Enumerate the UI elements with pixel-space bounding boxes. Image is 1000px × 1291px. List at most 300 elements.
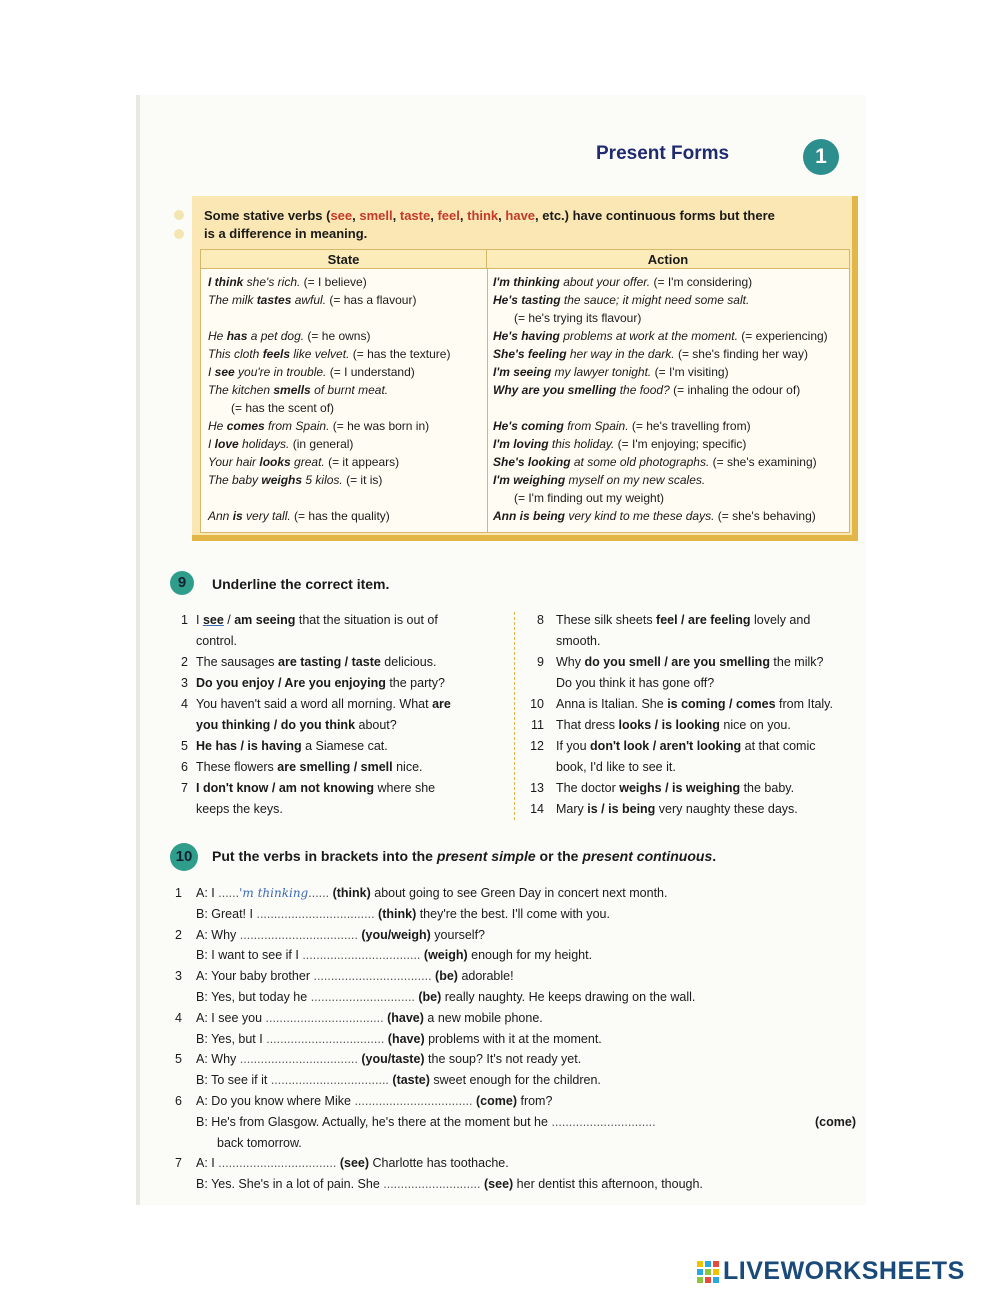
- item-sentence: [196, 757, 423, 778]
- sentence-text: You haven't said a word all morning. What: [196, 697, 433, 711]
- line-text: I: [211, 886, 215, 900]
- speaker-label: B:: [196, 1031, 208, 1046]
- state-verb: tastes: [256, 293, 292, 307]
- verb-think: think: [467, 208, 499, 223]
- speaker-label: B:: [196, 990, 208, 1004]
- line-text: the soup? It's not ready yet.: [424, 1052, 582, 1067]
- item-number: 1: [175, 886, 182, 900]
- action-verb: Ann is being: [493, 509, 565, 523]
- grammar-box-intro: Some stative verbs (see, smell, taste, feel, think, have, etc.) have continuous forms but there is a difference in meaning.: [204, 208, 775, 241]
- line-text: I want to see if I: [211, 948, 299, 963]
- action-verb: She's looking: [493, 455, 571, 469]
- verb-prompt: (be): [418, 990, 442, 1004]
- state-verb: feels: [262, 347, 291, 361]
- state-sentence: awful.: [291, 293, 327, 307]
- item-sentence-continued: book, I'd like to see it.: [556, 760, 676, 774]
- speaker-label: A:: [196, 927, 208, 942]
- dialogue-line: [196, 1174, 703, 1195]
- action-meaning: (= inhaling the odour of): [669, 383, 801, 397]
- intro-text: Some stative verbs (: [204, 208, 331, 223]
- state-meaning: (= has the quality): [290, 509, 390, 523]
- verb-prompt: (taste): [392, 1073, 430, 1088]
- sentence-text: These flowers: [196, 760, 278, 774]
- item-number: 6: [175, 1094, 182, 1108]
- line-text: Do you know where Mike: [211, 1094, 351, 1108]
- state-example: [208, 328, 370, 345]
- action-meaning: (= I'm enjoying; specific): [614, 437, 747, 451]
- state-example: [208, 436, 353, 453]
- bullet-dot: [174, 210, 184, 220]
- action-example: [493, 364, 729, 381]
- answer-blank[interactable]: [271, 1073, 389, 1087]
- state-verb: weighs: [261, 473, 303, 487]
- state-action-table: [200, 249, 850, 533]
- item-sentence: [196, 610, 438, 631]
- item-sentence: [556, 778, 794, 799]
- speaker-label: B:: [196, 1177, 208, 1192]
- item-sentence-continued: keeps the keys.: [196, 802, 283, 816]
- state-sentence: a pet dog.: [247, 329, 305, 343]
- speaker-label: B:: [196, 1073, 208, 1088]
- intro-text: , etc.) have continuous forms but there: [535, 208, 775, 223]
- line-text: back tomorrow.: [217, 1135, 302, 1150]
- choice-options[interactable]: you thinking / do you think: [196, 718, 356, 732]
- verb-smell: smell: [359, 208, 393, 223]
- state-sentence: He: [208, 329, 227, 343]
- verb-prompt: (come): [815, 1114, 856, 1129]
- action-example: [493, 454, 817, 471]
- item-number: 13: [530, 781, 544, 795]
- item-sentence: [196, 778, 435, 799]
- dialogue-line: [196, 945, 592, 966]
- state-sentence: from Spain.: [264, 419, 330, 433]
- column-header-state: State: [201, 250, 487, 269]
- blank-dots: ............................: [383, 1177, 481, 1192]
- verb-prompt: (have): [387, 1031, 425, 1046]
- action-example: [493, 382, 800, 399]
- logo-grid-icon: [697, 1261, 719, 1283]
- item-number: 6: [181, 760, 188, 774]
- verb-prompt: (you/weigh): [361, 927, 431, 942]
- dialogue-line: [196, 1029, 602, 1050]
- item-sentence: [196, 673, 445, 694]
- action-sentence: the sauce; it might need some salt.: [560, 293, 750, 307]
- action-example: [493, 472, 705, 489]
- line-text: Yes, but I: [211, 1031, 263, 1046]
- dialogue-line: [196, 883, 667, 904]
- action-verb: He's coming: [493, 419, 564, 433]
- verb-prompt: (come): [476, 1094, 517, 1108]
- verb-prompt: (weigh): [423, 948, 468, 963]
- line-text: from?: [517, 1094, 553, 1108]
- line-text: I: [211, 1156, 215, 1171]
- speaker-label: B:: [196, 906, 208, 921]
- item-sentence-continued: smooth.: [556, 634, 601, 648]
- item-sentence-continued: Do you think it has gone off?: [556, 676, 715, 690]
- choice-options[interactable]: He has / is having: [196, 739, 302, 753]
- state-example: [208, 274, 367, 291]
- speaker-label: B:: [196, 1114, 208, 1129]
- speaker-label: A:: [196, 1010, 208, 1025]
- action-verb: He's having: [493, 329, 560, 343]
- action-verb: I'm seeing: [493, 365, 552, 379]
- item-number: 7: [181, 781, 188, 795]
- speaker-label: B:: [196, 948, 208, 963]
- verb-prompt: (think): [378, 906, 417, 921]
- line-text: Your baby brother: [211, 969, 310, 984]
- line-text: Yes, but today he: [211, 990, 308, 1004]
- item-sentence: [556, 610, 810, 631]
- choice-options[interactable]: don't look / aren't looking: [590, 739, 742, 753]
- blank-dots: ..............................: [310, 990, 415, 1004]
- action-sentence: her way in the dark.: [566, 347, 675, 361]
- sentence-text: nice.: [392, 760, 423, 774]
- sentence-text: where she: [373, 781, 436, 795]
- state-meaning: (= it appears): [324, 455, 400, 469]
- item-number: 9: [537, 655, 544, 669]
- action-example: [493, 508, 816, 525]
- speaker-label: A:: [196, 886, 208, 900]
- exercise-10-badge: 10: [170, 843, 198, 871]
- state-example: [208, 472, 382, 489]
- title-text: .: [712, 848, 717, 864]
- choice-options[interactable]: do you smell / are you smelling: [584, 655, 770, 669]
- title-text: or the: [535, 848, 583, 864]
- verb-prompt: (see): [484, 1177, 514, 1192]
- action-meaning: (= she's behaving): [714, 509, 816, 523]
- state-example: [208, 346, 450, 363]
- speaker-label: A:: [196, 1156, 208, 1171]
- item-number: 5: [175, 1052, 182, 1067]
- choice-options[interactable]: are smelling / smell: [277, 760, 393, 774]
- answer-blank[interactable]: [240, 928, 358, 942]
- action-sentence: myself on my new scales.: [565, 473, 706, 487]
- answer-blank[interactable]: [354, 1094, 472, 1108]
- verb-prompt: (be): [435, 969, 458, 984]
- state-sentence: she's rich.: [243, 275, 301, 289]
- bullet-dot: [174, 229, 184, 239]
- answer-blank[interactable]: [266, 1032, 384, 1046]
- sentence-text: the milk?: [769, 655, 824, 669]
- item-sentence: [556, 715, 791, 736]
- state-sentence: I: [208, 437, 215, 451]
- item-number: 5: [181, 739, 188, 753]
- line-text: problems with it at the moment.: [424, 1031, 602, 1046]
- verb-prompt: (you/taste): [361, 1052, 425, 1067]
- intro-text: is a difference in meaning.: [204, 226, 368, 241]
- blank-dots: ..................................: [239, 1052, 358, 1067]
- state-sentence: 5 kilos.: [302, 473, 343, 487]
- table-divider: [487, 269, 488, 532]
- action-sentence: about your offer.: [559, 275, 651, 289]
- choice-options[interactable]: I don't know / am not knowing: [196, 781, 374, 795]
- blank-dots: ..................................: [239, 927, 358, 942]
- verb-have: have: [505, 208, 536, 223]
- state-sentence: This cloth: [208, 347, 263, 361]
- action-verb: I'm loving: [493, 437, 549, 451]
- item-sentence: [556, 736, 815, 757]
- blank-dots: ..................................: [354, 1094, 473, 1108]
- answer-blank[interactable]: [302, 948, 420, 962]
- action-example: [493, 436, 746, 453]
- title-tense: present continuous: [582, 848, 713, 864]
- state-sentence: Your hair: [208, 455, 260, 469]
- dialogue-line: [196, 1091, 552, 1112]
- state-sentence: Ann: [208, 509, 233, 523]
- state-example: [208, 382, 388, 399]
- line-text: her dentist this afternoon, though.: [513, 1177, 703, 1192]
- item-number: 4: [181, 697, 188, 711]
- action-sentence: from Spain.: [563, 419, 629, 433]
- sentence-text: These silk sheets: [556, 613, 657, 627]
- dialogue-line: [196, 1112, 656, 1133]
- sentence-text: the party?: [385, 676, 445, 690]
- line-text: He's from Glasgow. Actually, he's there at the moment but he: [211, 1114, 548, 1129]
- sentence-text: about?: [355, 718, 397, 732]
- dialogue-line: [196, 966, 514, 987]
- speaker-label: A:: [196, 1052, 208, 1067]
- speaker-label: A:: [196, 1094, 208, 1108]
- state-sentence: The kitchen: [208, 383, 274, 397]
- sentence-text: If you: [556, 739, 591, 753]
- item-sentence: [196, 736, 388, 757]
- state-sentence: He: [208, 419, 227, 433]
- item-number: 3: [175, 969, 182, 984]
- sentence-text: /: [223, 613, 235, 627]
- choice-options[interactable]: looks / is looking: [618, 718, 720, 732]
- action-sentence: this holiday.: [548, 437, 615, 451]
- action-verb: She's feeling: [493, 347, 567, 361]
- item-sentence: [556, 799, 798, 820]
- blank-dots: ..............................: [551, 1114, 656, 1129]
- brand-name: LIVEWORKSHEETS: [723, 1257, 965, 1285]
- verb-prompt: (think): [332, 886, 371, 900]
- item-sentence: [556, 652, 823, 673]
- sentence-text: delicious.: [380, 655, 437, 669]
- item-number: 11: [531, 718, 544, 732]
- sentence-text: lovely and: [750, 613, 811, 627]
- state-example: [208, 292, 416, 309]
- selected-answer[interactable]: see: [202, 613, 224, 627]
- choice-options[interactable]: are tasting / taste: [278, 655, 381, 669]
- action-example: [493, 418, 751, 435]
- item-sentence: [196, 694, 451, 715]
- state-meaning: (= it is): [342, 473, 383, 487]
- item-sentence: [556, 694, 833, 715]
- choice-options[interactable]: are: [432, 697, 451, 711]
- action-verb: He's tasting: [493, 293, 561, 307]
- answer-blank[interactable]: [240, 1052, 358, 1066]
- action-sentence: very kind to me these days.: [565, 509, 715, 523]
- answer-blank[interactable]: [383, 1177, 480, 1191]
- title-text: Put the verbs in brackets into the: [212, 848, 437, 864]
- item-number: 2: [175, 927, 182, 942]
- state-sentence: I: [208, 365, 215, 379]
- blank-dots: ..................................: [270, 1073, 389, 1088]
- state-sentence: very tall.: [242, 509, 291, 523]
- state-example: [208, 454, 399, 471]
- verb-see: see: [330, 208, 353, 223]
- choice-options[interactable]: weighs / is weighing: [619, 781, 741, 795]
- answer-blank[interactable]: [266, 1011, 384, 1025]
- state-example: [208, 418, 429, 435]
- state-verb: love: [214, 437, 239, 451]
- state-verb: is: [232, 509, 243, 523]
- state-meaning: (= I understand): [326, 365, 415, 379]
- state-meaning: (= he was born in): [329, 419, 430, 433]
- sentence-text: The doctor: [556, 781, 620, 795]
- item-number: 8: [537, 613, 544, 627]
- action-meaning: (= he's travelling from): [628, 419, 751, 433]
- choice-options[interactable]: Do you enjoy / Are you enjoying: [196, 676, 386, 690]
- state-meaning: (= has the texture): [349, 347, 451, 361]
- sentence-text: the baby.: [740, 781, 795, 795]
- item-number: 3: [181, 676, 188, 690]
- line-text: they're the best. I'll come with you.: [416, 906, 610, 921]
- verb-prompt: (have): [387, 1010, 424, 1025]
- choice-options[interactable]: is coming / comes: [667, 697, 776, 711]
- action-verb: I'm thinking: [493, 275, 560, 289]
- answer-blank[interactable]: [218, 886, 329, 900]
- blank-dots: ..................................: [256, 906, 375, 921]
- page-title: Present Forms: [596, 143, 730, 164]
- action-example: [493, 328, 828, 345]
- answer-blank[interactable]: [313, 969, 431, 983]
- state-verb: see: [214, 365, 235, 379]
- exercise-9-title: Underline the correct item.: [212, 576, 390, 592]
- line-text: I see you: [211, 1010, 263, 1025]
- sentence-text: that the situation is out of: [295, 613, 438, 627]
- dialogue-line: [217, 1133, 302, 1154]
- dialogue-line: [196, 1008, 543, 1029]
- verb-feel: feel: [437, 208, 460, 223]
- sentence-text: The sausages: [196, 655, 278, 669]
- state-example: [208, 508, 390, 525]
- action-meaning: (= he's trying its flavour): [514, 311, 642, 325]
- line-text: really naughty. He keeps drawing on the wall.: [441, 990, 696, 1004]
- blank-dots: ..................................: [266, 1031, 385, 1046]
- line-text: a new mobile phone.: [423, 1010, 543, 1025]
- answer-blank[interactable]: [256, 907, 374, 921]
- blank-dots: ..................................: [302, 948, 421, 963]
- blank-dots: ......: [218, 886, 240, 900]
- filled-answer: 'm thinking: [239, 886, 309, 900]
- state-example: [208, 364, 415, 381]
- state-verb: smells: [273, 383, 311, 397]
- item-number: 14: [530, 802, 544, 816]
- line-text: To see if it: [211, 1073, 268, 1088]
- blank-dots: ..................................: [265, 1010, 384, 1025]
- choice-options[interactable]: is / is being: [587, 802, 656, 816]
- state-verb: comes: [226, 419, 265, 433]
- blank-dots: ..................................: [313, 969, 432, 984]
- action-sentence: at some old photographs.: [570, 455, 710, 469]
- line-text: Why: [211, 927, 237, 942]
- state-example: [231, 400, 334, 417]
- choice-options[interactable]: feel / are feeling: [656, 613, 751, 627]
- answer-blank[interactable]: [311, 990, 415, 1004]
- action-example: [493, 346, 808, 363]
- state-verb: I think: [208, 275, 244, 289]
- state-sentence: of burnt meat.: [310, 383, 389, 397]
- grammar-box-bullets: [174, 210, 184, 248]
- action-meaning: (= she's examining): [709, 455, 817, 469]
- action-example: [493, 274, 752, 291]
- state-sentence: holidays.: [238, 437, 290, 451]
- state-meaning: (= has a flavour): [326, 293, 417, 307]
- sentence-text: Anna is Italian. She: [556, 697, 668, 711]
- line-text: enough for my height.: [467, 948, 593, 963]
- line-text: adorable!: [457, 969, 514, 984]
- sentence-text: Why: [556, 655, 585, 669]
- action-meaning: (= she's finding her way): [674, 347, 808, 361]
- action-sentence: my lawyer tonight.: [551, 365, 652, 379]
- action-example: [514, 310, 641, 327]
- state-meaning: (= he owns): [304, 329, 371, 343]
- blank-dots: ..................................: [218, 1156, 337, 1171]
- item-number: 10: [530, 697, 544, 711]
- action-verb: I'm weighing: [493, 473, 566, 487]
- state-verb: looks: [259, 455, 291, 469]
- exercise-10-title: [212, 848, 716, 864]
- unit-badge: 1: [803, 139, 839, 175]
- answer-blank[interactable]: [218, 1156, 336, 1170]
- speaker-label: A:: [196, 969, 208, 984]
- sentence-text: Mary: [556, 802, 588, 816]
- item-number: 2: [181, 655, 188, 669]
- item-number: 1: [181, 613, 188, 627]
- item-sentence: [196, 652, 436, 673]
- action-meaning: (= I'm considering): [650, 275, 753, 289]
- exercise-9-badge: 9: [170, 571, 194, 595]
- column-separator: [514, 612, 515, 820]
- state-meaning: (= I believe): [300, 275, 367, 289]
- state-sentence: The milk: [208, 293, 257, 307]
- sentence-text: nice on you.: [719, 718, 791, 732]
- line-text: sweet enough for the children.: [429, 1073, 601, 1088]
- line-text: Why: [211, 1052, 237, 1067]
- dialogue-line: [196, 925, 485, 946]
- answer-blank[interactable]: [551, 1115, 655, 1129]
- column-header-action: Action: [487, 250, 849, 269]
- verb-prompt: (see): [339, 1156, 370, 1171]
- item-number: 12: [530, 739, 544, 753]
- sentence-text: a Siamese cat.: [301, 739, 388, 753]
- action-example: [493, 292, 749, 309]
- state-sentence: like velvet.: [290, 347, 350, 361]
- line-text: yourself?: [430, 927, 486, 942]
- action-meaning: (= experiencing): [737, 329, 828, 343]
- state-sentence: The baby: [208, 473, 262, 487]
- state-meaning: (= has the scent of): [231, 401, 335, 415]
- verb-taste: taste: [399, 208, 431, 223]
- action-verb: Why are you smelling: [493, 383, 617, 397]
- dialogue-line: [196, 1153, 509, 1174]
- sentence-text: very naughty these days.: [655, 802, 798, 816]
- line-text: about going to see Green Day in concert next month.: [370, 886, 668, 900]
- sentence-text: from Italy.: [775, 697, 833, 711]
- blank-dots: ......: [308, 886, 330, 900]
- sentence-text: at that comic: [741, 739, 816, 753]
- action-meaning: (= I'm finding out my weight): [514, 491, 665, 505]
- action-meaning: (= I'm visiting): [651, 365, 729, 379]
- dialogue-line: [196, 904, 610, 925]
- dialogue-line: [196, 987, 695, 1008]
- dialogue-line: [196, 1070, 601, 1091]
- title-tense: present simple: [436, 848, 536, 864]
- choice-options[interactable]: am seeing: [234, 613, 296, 627]
- state-verb: has: [226, 329, 248, 343]
